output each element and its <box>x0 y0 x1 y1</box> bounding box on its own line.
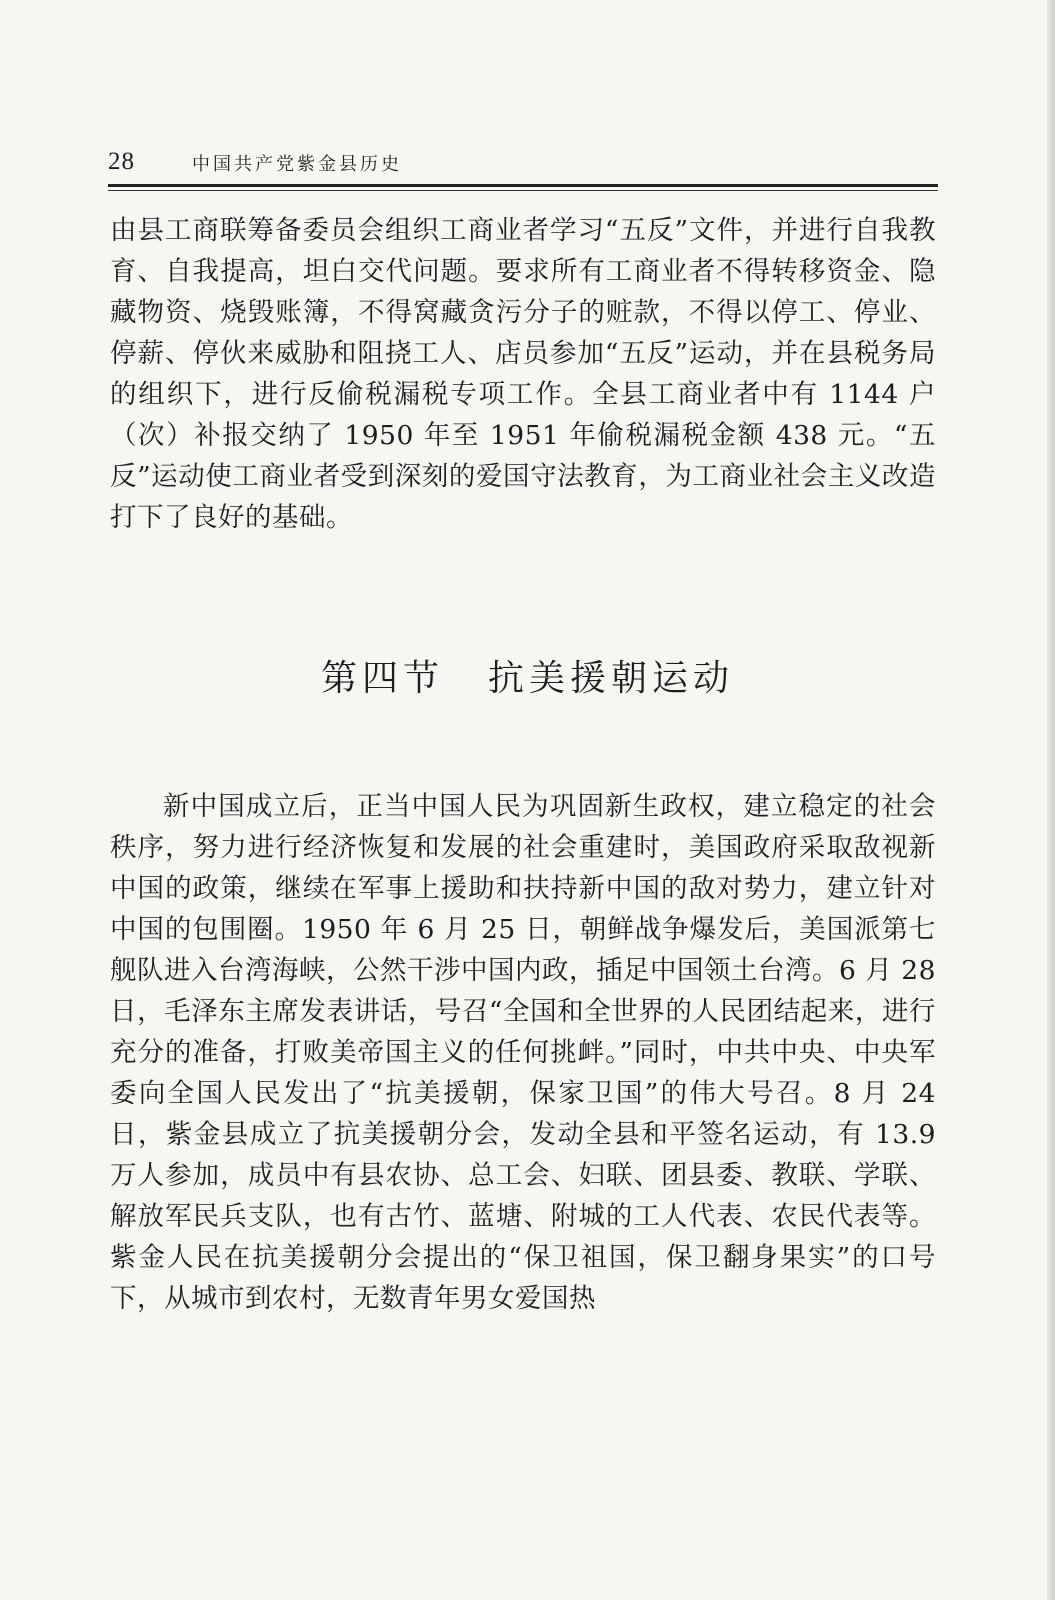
paragraph-2: 新中国成立后，正当中国人民为巩固新生政权，建立稳定的社会秩序，努力进行经济恢复和发展的社会重建时，美国政府采取敌视新中国的政策，继续在军事上援助和扶持新中国的敌对势力，建立针对中国的包围圈。1950 年 6 月 25 日，朝鲜战争爆发后，美国派第七舰队进入台湾海峡，公然干涉中国内政，插足中国领土台湾。6 月 28 日，毛泽东主席发表讲话，号召“全国和全世界的人民团结起来，进行充分的准备，打败美帝国主义的任何挑衅。”同时，中共中央、中央军委向全国人民发出了“抗美援朝，保家卫国”的伟大号召。8 月 24 日，紫金县成立了抗美援朝分会，发动全县和平签名运动，有 13.9 万人参加，成员中有县农协、总工会、妇联、团县委、教联、学联、解放军民兵支队，也有古竹、蓝塘、附城的工人代表、农民代表等。紫金人民在抗美援朝分会提出的“保卫祖国，保卫翻身果实”的口号下，从城市到农村，无数青年男女爱国热 <box>110 791 936 1314</box>
running-head <box>108 148 938 182</box>
page-number: 28 <box>108 148 135 175</box>
section-title <box>0 650 1055 701</box>
header-rule-thick <box>108 184 938 187</box>
paragraph-1: 由县工商联筹备委员会组织工商业者学习“五反”文件，并进行自我教育、自我提高，坦白交代问题。要求所有工商业者不得转移资金、隐藏物资、烧毁账簿，不得窝藏贪污分子的赃款，不得以停工、停业、停薪、停伙来威胁和阻挠工人、店员参加“五反”运动，并在县税务局的组织下，进行反偷税漏税专项工作。全县工商业者中有 1144 户（次）补报交纳了 1950 年至 1951 年偷税漏税金额 438 元。“五反”运动使工商业者受到深刻的爱国守法教育，为工商业社会主义改造打下了良好的基础。 <box>110 215 936 533</box>
book-title: 中国共产党紫金县历史 <box>192 154 402 175</box>
page-edge <box>1047 0 1055 1600</box>
header-rule-thin <box>108 190 938 191</box>
section-number: 第四节 <box>320 658 444 699</box>
section-name: 抗美援朝运动 <box>488 658 735 699</box>
